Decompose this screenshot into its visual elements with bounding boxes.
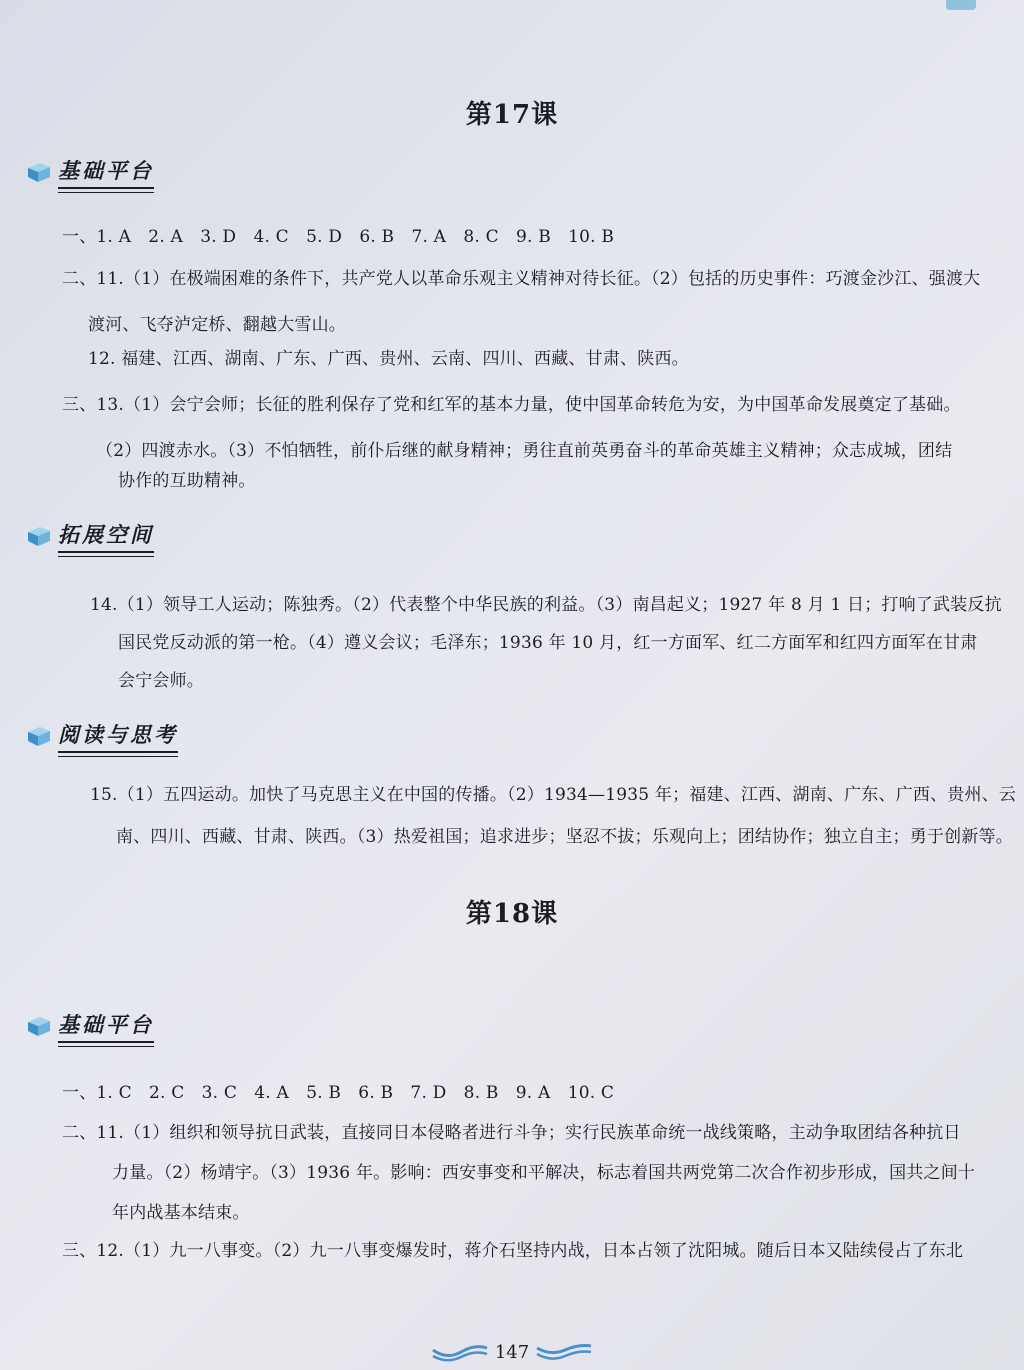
section-heading: 阅读与思考 bbox=[58, 719, 178, 753]
page-number: 147 bbox=[494, 1342, 530, 1363]
lesson-17-title: 第17课 bbox=[465, 100, 559, 130]
page-corner-tab bbox=[946, 0, 976, 10]
cube-icon bbox=[26, 524, 52, 548]
answer-line: 会宁会师。 bbox=[118, 671, 204, 691]
answer-line: 三、13.（1）会宁会师；长征的胜利保存了党和红军的基本力量，使中国革命转危为安，为中国革命发展奠定了基础。 bbox=[62, 395, 961, 415]
section-heading: 基础平台 bbox=[58, 1009, 154, 1043]
wave-ornament-left-icon bbox=[431, 1342, 489, 1364]
answer-line: （2）四渡赤水。（3）不怕牺牲，前仆后继的献身精神；勇往直前英勇奋斗的革命英雄主义精神；众志成城，团结 bbox=[96, 441, 953, 461]
answer-line: 协作的互助精神。 bbox=[118, 471, 256, 491]
answer-line: 渡河、飞夺泸定桥、翻越大雪山。 bbox=[88, 315, 346, 335]
section-read-17 bbox=[26, 716, 178, 756]
cube-icon bbox=[26, 724, 52, 748]
cube-icon bbox=[26, 160, 52, 184]
section-expand-17 bbox=[26, 516, 154, 556]
answer-line: 二、11.（1）在极端困难的条件下，共产党人以革命乐观主义精神对待长征。（2）包括的历史事件：巧渡金沙江、强渡大 bbox=[62, 269, 981, 289]
answer-line: 一、1. C 2. C 3. C 4. A 5. B 6. B 7. D 8. B 9. A 10. C bbox=[62, 1083, 615, 1103]
wave-ornament-right-icon bbox=[535, 1342, 593, 1364]
answer-line: 一、1. A 2. A 3. D 4. C 5. D 6. B 7. A 8. C 9. B 10. B bbox=[62, 227, 615, 247]
answer-line: 年内战基本结束。 bbox=[112, 1203, 250, 1223]
answer-line: 力量。（2）杨靖宇。（3）1936 年。影响：西安事变和平解决，标志着国共两党第二次合作初步形成，国共之间十 bbox=[112, 1163, 976, 1183]
answer-line: 三、12.（1）九一八事变。（2）九一八事变爆发时，蒋介石坚持内战，日本占领了沈阳城。随后日本又陆续侵占了东北 bbox=[62, 1241, 964, 1261]
lesson-18-title: 第18课 bbox=[465, 899, 559, 929]
answer-line: 二、11.（1）组织和领导抗日武装，直接同日本侵略者进行斗争；实行民族革命统一战线策略，主动争取团结各种抗日 bbox=[62, 1123, 961, 1143]
answer-line: 南、四川、西藏、甘肃、陕西。（3）热爱祖国；追求进步；坚忍不拔；乐观向上；团结协作；独立自主；勇于创新等。 bbox=[116, 827, 1013, 847]
section-basic-17 bbox=[26, 152, 154, 192]
cube-icon bbox=[26, 1014, 52, 1038]
answer-line: 14.（1）领导工人运动；陈独秀。（2）代表整个中华民族的利益。（3）南昌起义；1927 年 8 月 1 日；打响了武装反抗 bbox=[90, 595, 1002, 615]
section-basic-18 bbox=[26, 1006, 154, 1046]
answer-line: 15.（1）五四运动。加快了马克思主义在中国的传播。（2）1934—1935 年；福建、江西、湖南、广东、广西、贵州、云 bbox=[90, 785, 1017, 805]
section-heading: 拓展空间 bbox=[58, 519, 154, 553]
answer-line: 12. 福建、江西、湖南、广东、广西、贵州、云南、四川、西藏、甘肃、陕西。 bbox=[88, 349, 689, 369]
page-footer bbox=[0, 1342, 1024, 1364]
section-heading: 基础平台 bbox=[58, 155, 154, 189]
answer-line: 国民党反动派的第一枪。（4）遵义会议；毛泽东；1936 年 10 月，红一方面军、红二方面军和红四方面军在甘肃 bbox=[118, 633, 978, 653]
